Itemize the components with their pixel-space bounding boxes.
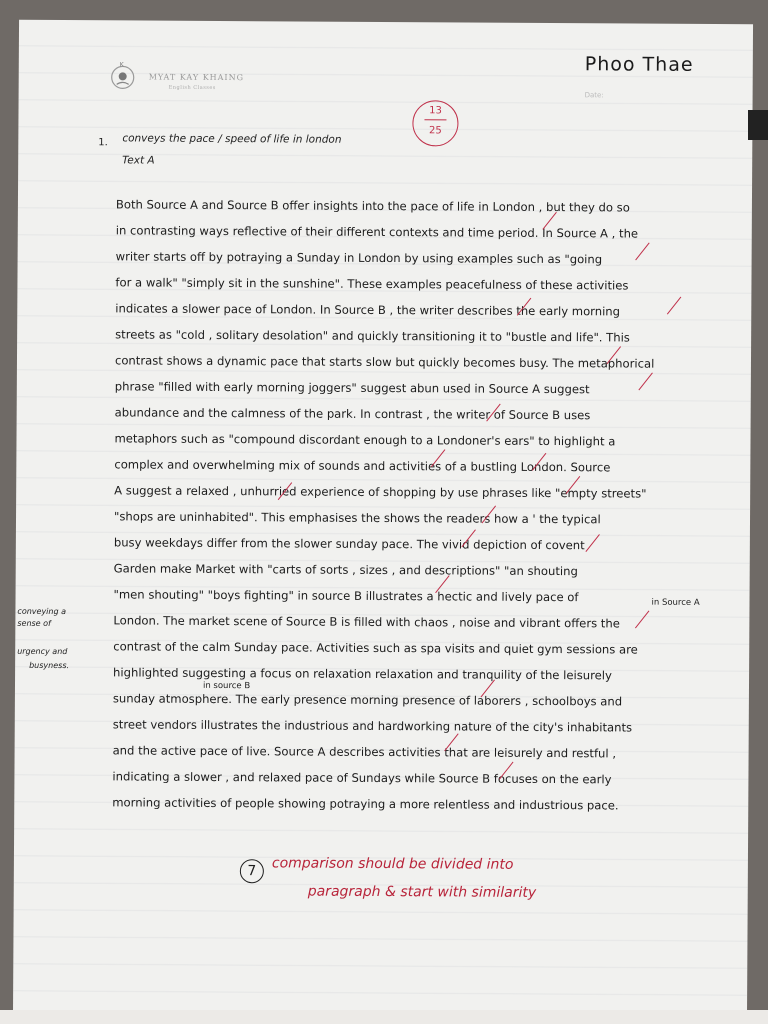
essay-line: streets as "cold , solitary desolation" and quickly transitioning it to "bustle and life". This bbox=[115, 327, 630, 345]
essay-line: in contrasting ways reflective of their different contexts and time period. In Source A , the bbox=[115, 223, 639, 241]
essay-line: Garden make Market with "carts of sorts , sizes , and descriptions" "an shouting bbox=[113, 561, 578, 579]
essay-line: "men shouting" "boys fighting" in source B illustrates a hectic and lively pace of bbox=[113, 587, 579, 605]
essay-body bbox=[112, 192, 768, 813]
essay-line: contrast of the calm Sunday pace. Activities such as spa visits and quiet gym sessions are bbox=[113, 639, 638, 657]
essay-line: contrast shows a dynamic pace that starts slow but quickly becomes busy. The metaphorical bbox=[114, 353, 655, 371]
essay-line: abundance and the calmness of the park. In contrast , the writer of Source B uses bbox=[114, 405, 591, 423]
essay-line: and the active pace of live. Source A describes activities that are leisurely and restful , bbox=[112, 743, 617, 761]
essay-line: highlighted suggesting a focus on relaxation relaxation and tranquility of the leisurely bbox=[113, 665, 612, 683]
essay-line: morning activities of people showing potraying a more relentless and industrious pace. bbox=[112, 795, 619, 813]
essay-line: street vendors illustrates the industrious and hardworking nature of the city's inhabitants bbox=[112, 717, 633, 735]
essay-line: for a walk" "simply sit in the sunshine". These examples peacefulness of these activities bbox=[115, 275, 629, 293]
score-numerator: 13 bbox=[429, 105, 442, 117]
essay-line: busy weekdays differ from the slower sunday pace. The vivid depiction of covent bbox=[113, 535, 585, 553]
margin-note-urgency: urgency and bbox=[17, 646, 68, 657]
essay-line: complex and overwhelming mix of sounds and activities of a bustling London. Source bbox=[114, 457, 611, 475]
school-name: MYAT KAY KHAING bbox=[148, 72, 245, 83]
next-page-strip bbox=[0, 1010, 768, 1024]
essay-line: A suggest a relaxed , unhurried experience of shopping by use phrases like "empty streets" bbox=[114, 483, 647, 501]
score-circle bbox=[412, 100, 458, 146]
score-fraction-bar bbox=[424, 119, 446, 120]
essay-line: indicates a slower pace of London. In Source B , the writer describes the early morning bbox=[115, 301, 621, 319]
student-name: Phoo Thae bbox=[584, 53, 694, 76]
school-logo-icon bbox=[109, 60, 137, 90]
margin-note-sense-of: sense of bbox=[17, 618, 51, 628]
feedback-mark: 7 bbox=[240, 859, 264, 883]
essay-line: writer starts off by potraying a Sunday in London by using examples such as "going bbox=[115, 249, 603, 267]
background-edge bbox=[748, 110, 768, 140]
essay-line: London. The market scene of Source B is filled with chaos , noise and vibrant offers the bbox=[113, 613, 620, 631]
essay-line: metaphors such as "compound discordant enough to a Londoner's ears" to highlight a bbox=[114, 431, 616, 449]
date-label: Date: bbox=[584, 91, 604, 100]
margin-note-conveying: conveying a bbox=[17, 606, 67, 617]
essay-line: "shops are uninhabited". This emphasises the shows the readers how a ' the typical bbox=[113, 509, 601, 527]
essay-line: indicating a slower , and relaxed pace of Sundays while Source B focuses on the early bbox=[112, 769, 612, 787]
essay-line: sunday atmosphere. The early presence morning presence of laborers , schoolboys and bbox=[112, 691, 623, 709]
essay-line: Both Source A and Source B offer insights into the pace of life in London , but they do so bbox=[115, 197, 630, 215]
essay-line: phrase "filled with early morning joggers" suggest abun used in Source A suggest bbox=[114, 379, 590, 397]
feedback-line-1: comparison should be divided into bbox=[271, 855, 514, 873]
question-title: conveys the pace / speed of life in london bbox=[122, 132, 342, 146]
svg-text:K: K bbox=[119, 61, 124, 69]
feedback-line-2: paragraph & start with similarity bbox=[307, 883, 537, 901]
school-subtitle: English Classes bbox=[168, 84, 216, 91]
answer-sheet bbox=[13, 20, 753, 1024]
insertion-in-source-a: in Source A bbox=[651, 597, 700, 608]
question-number: 1. bbox=[98, 137, 108, 149]
insertion-in-source-b: in source B bbox=[202, 680, 251, 692]
text-label: Text A bbox=[122, 154, 155, 167]
margin-note-busyness: busyness. bbox=[29, 660, 70, 671]
score-denominator: 25 bbox=[428, 125, 442, 137]
